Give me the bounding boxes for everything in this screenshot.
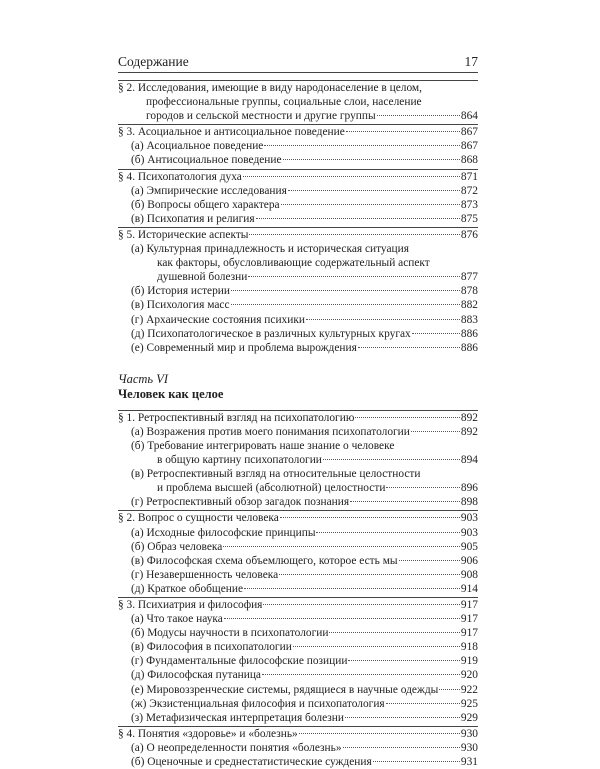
page-number: 17	[464, 54, 478, 69]
table-of-contents	[118, 80, 478, 769]
toc-page-number: 896	[460, 482, 478, 495]
dot-leader	[243, 176, 460, 177]
dot-leader	[329, 632, 459, 633]
toc-subentry	[118, 184, 478, 198]
toc-subentry	[118, 453, 478, 467]
toc-page-number: 872	[460, 184, 478, 197]
dot-leader	[263, 604, 459, 605]
toc-page-number: 875	[460, 212, 478, 225]
toc-section-entry	[118, 411, 478, 425]
toc-section-entry	[118, 598, 478, 612]
toc-entry-text: (а) Культурная принадлежность и историческая ситуация	[131, 243, 409, 256]
running-head-title: Содержание	[118, 54, 189, 69]
dot-leader	[256, 218, 460, 219]
toc-subentry	[118, 741, 478, 755]
toc-entry-text: § 1. Ретроспективный взгляд на психопатологию	[118, 411, 355, 424]
toc-entry-text: (г) Фундаментальные философские позиции	[131, 655, 348, 668]
dot-leader	[386, 487, 459, 488]
toc-entry-text: как факторы, обусловливающие содержательный аспект	[157, 257, 430, 270]
toc-section-part-v	[118, 80, 478, 355]
toc-page-number: 919	[460, 655, 478, 668]
dot-leader	[386, 703, 460, 704]
toc-entry-text: (а) О неопределенности понятия «болезнь»	[131, 741, 342, 754]
toc-page-number: 877	[460, 271, 478, 284]
toc-entry-text: (д) Краткое обобщение	[131, 582, 244, 595]
toc-page-number: 906	[460, 554, 478, 567]
toc-page-number: 867	[460, 126, 478, 139]
dot-leader	[279, 574, 460, 575]
dot-leader	[280, 517, 460, 518]
toc-entry-text: § 3. Психиатрия и философия	[118, 599, 263, 611]
dot-leader	[248, 276, 460, 277]
toc-page-number: 892	[460, 425, 478, 438]
toc-subentry	[118, 495, 478, 509]
toc-subentry	[118, 198, 478, 212]
part-title: Человек как целое	[118, 386, 224, 401]
toc-section-entry	[118, 125, 478, 139]
running-head	[118, 54, 478, 72]
toc-subentry	[118, 284, 478, 298]
dot-leader	[411, 431, 460, 432]
toc-entry-text: (б) Антисоциальное поведение	[131, 154, 282, 167]
dot-leader	[224, 618, 460, 619]
dot-leader	[355, 417, 460, 418]
toc-subentry	[118, 554, 478, 568]
dot-leader	[345, 717, 460, 718]
toc-entry-text: § 2. Исследования, имеющие в виду народонаселение в целом,	[118, 82, 422, 94]
toc-page-number: 917	[460, 613, 478, 626]
dot-leader	[323, 459, 460, 460]
dot-leader	[343, 747, 460, 748]
dot-leader	[377, 115, 460, 116]
toc-subentry	[118, 640, 478, 654]
toc-entry-text: (г) Архаические состояния психики	[131, 313, 305, 326]
dot-leader	[412, 333, 460, 334]
toc-subentry	[118, 270, 478, 284]
dot-leader	[244, 588, 460, 589]
toc-page-number: 914	[460, 582, 478, 595]
header-rule	[118, 72, 478, 73]
dot-leader	[223, 546, 460, 547]
toc-subentry	[118, 481, 478, 495]
toc-entry-text: (е) Мировоззренческие системы, рядящиеся в научные одежды	[131, 683, 439, 696]
toc-page-number: 876	[460, 228, 478, 241]
toc-entry-text: и проблема высшей (абсолютной) целостности	[157, 482, 386, 495]
toc-entry-text: (д) Философская путаница	[131, 669, 261, 682]
toc-entry-text: § 3. Асоциальное и антисоциальное поведение	[118, 126, 345, 139]
toc-entry-text: (в) Психопатия и религия	[131, 212, 255, 225]
toc-page-number: 871	[460, 170, 478, 183]
toc-entry-text: (а) Асоциальное поведение	[131, 140, 264, 153]
toc-subentry	[118, 668, 478, 682]
toc-page-number: 925	[460, 697, 478, 710]
dot-leader	[439, 689, 460, 690]
toc-entry-text: профессиональные группы, социальные слои, население	[146, 96, 422, 109]
toc-entry-text: (а) Эмпирические исследования	[131, 184, 287, 197]
toc-entry-text: § 4. Психопатология духа	[118, 170, 242, 183]
toc-subentry	[118, 212, 478, 226]
toc-page-number: 918	[460, 641, 478, 654]
toc-subentry	[118, 626, 478, 640]
toc-entry-text: (в) Психология масс	[131, 299, 230, 312]
toc-entry-text: (б) Оценочные и среднестатистические суждения	[131, 756, 372, 769]
toc-page-number: 867	[460, 140, 478, 153]
toc-page-number: 922	[460, 683, 478, 696]
toc-page-number: 892	[460, 411, 478, 424]
dot-leader	[348, 660, 459, 661]
toc-section-entry	[118, 170, 478, 184]
toc-section-entry	[118, 727, 478, 741]
toc-entry-text: (г) Незавершенность человека	[131, 568, 279, 581]
toc-page-number: 903	[460, 526, 478, 539]
dot-leader	[299, 733, 460, 734]
dot-leader	[231, 304, 460, 305]
toc-entry-text: (б) Модусы научности в психопатологии	[131, 627, 329, 640]
toc-subentry	[118, 568, 478, 582]
dot-leader	[399, 560, 460, 561]
toc-entry-text: (а) Возражения против моего понимания психопатологии	[131, 425, 410, 438]
toc-subentry	[118, 755, 478, 769]
dot-leader	[288, 190, 460, 191]
toc-subentry	[118, 582, 478, 596]
toc-subentry	[118, 139, 478, 153]
toc-subentry	[118, 526, 478, 540]
toc-entry-text: в общую картину психопатологии	[157, 454, 322, 467]
toc-subentry	[118, 540, 478, 554]
toc-entry-text: § 4. Понятия «здоровье» и «болезнь»	[118, 727, 298, 740]
toc-section-entry	[118, 228, 478, 242]
toc-page-number: 868	[460, 154, 478, 167]
toc-entry-text: (д) Психопатологическое в различных культурных кругах	[131, 327, 411, 340]
part-label: Часть VI	[118, 371, 169, 386]
toc-entry-text: городов и сельской местности и другие группы	[146, 110, 376, 123]
dot-leader	[264, 145, 460, 146]
dot-leader	[293, 646, 460, 647]
toc-entry-text: (в) Ретроспективный взгляд на относительные целостности	[131, 468, 421, 481]
dot-leader	[249, 234, 459, 235]
toc-entry-text: (б) Вопросы общего характера	[131, 198, 280, 211]
toc-entry-text: (б) Образ человека	[131, 540, 223, 553]
toc-entry-text: § 5. Исторические аспекты	[118, 228, 249, 241]
dot-leader	[262, 674, 460, 675]
toc-page-number: 931	[460, 756, 478, 769]
dot-leader	[316, 532, 459, 533]
toc-page-number: 878	[460, 285, 478, 298]
toc-page-number: 908	[460, 568, 478, 581]
toc-entry-text: (е) Современный мир и проблема вырождения	[131, 341, 357, 354]
dot-leader	[373, 761, 460, 762]
toc-subentry	[118, 697, 478, 711]
toc-section-entry	[118, 511, 478, 525]
toc-entry-text: (а) Исходные философские принципы	[131, 526, 316, 539]
toc-page-number: 883	[460, 313, 478, 326]
dot-leader	[283, 159, 460, 160]
toc-page-number: 930	[460, 727, 478, 740]
toc-entry-text: (г) Ретроспективный обзор загадок познания	[131, 496, 350, 509]
toc-entry-text: § 2. Вопрос о сущности человека	[118, 512, 279, 525]
toc-page-number: 882	[460, 299, 478, 312]
toc-entry-text: душевной болезни	[157, 271, 248, 284]
toc-page-number: 905	[460, 540, 478, 553]
toc-entry-text: (в) Философия в психопатологии	[131, 641, 292, 654]
toc-page-number: 929	[460, 711, 478, 724]
toc-subentry	[118, 711, 478, 725]
toc-subentry	[118, 683, 478, 697]
toc-page-number: 898	[460, 496, 478, 509]
toc-page-number: 903	[460, 512, 478, 525]
toc-page-number: 873	[460, 198, 478, 211]
toc-page-number: 917	[460, 599, 478, 611]
toc-subentry	[118, 654, 478, 668]
toc-entry-text: (б) Требование интегрировать наше знание о человеке	[131, 439, 395, 452]
toc-page-number: 886	[460, 327, 478, 340]
dot-leader	[346, 131, 460, 132]
dot-leader	[358, 347, 460, 348]
toc-entry-text: (ж) Экзистенциальная философия и психопатология	[131, 697, 385, 710]
toc-entry-text: (в) Философская схема объемлющего, которое есть мы	[131, 554, 398, 567]
toc-subentry	[118, 612, 478, 626]
toc-page-number: 864	[460, 110, 478, 123]
toc-subentry	[118, 313, 478, 327]
toc-entry-text: (а) Что такое наука	[131, 613, 223, 626]
toc-page-number: 917	[460, 627, 478, 640]
toc-page-number: 920	[460, 669, 478, 682]
toc-section-entry	[118, 109, 478, 123]
toc-subentry	[118, 341, 478, 355]
toc-page-number: 894	[460, 454, 478, 467]
toc-entry-text: (з) Метафизическая интерпретация болезни	[131, 711, 344, 724]
dot-leader	[350, 501, 460, 502]
toc-subentry	[118, 298, 478, 312]
dot-leader	[231, 290, 460, 291]
toc-subentry	[118, 327, 478, 341]
toc-subentry	[118, 425, 478, 439]
toc-section-part-vi	[118, 410, 478, 769]
toc-page-number: 930	[460, 741, 478, 754]
toc-subentry	[118, 153, 478, 167]
dot-leader	[306, 319, 460, 320]
dot-leader	[281, 204, 460, 205]
toc-page-number: 886	[460, 341, 478, 354]
toc-entry-text: (б) История истерии	[131, 285, 230, 298]
